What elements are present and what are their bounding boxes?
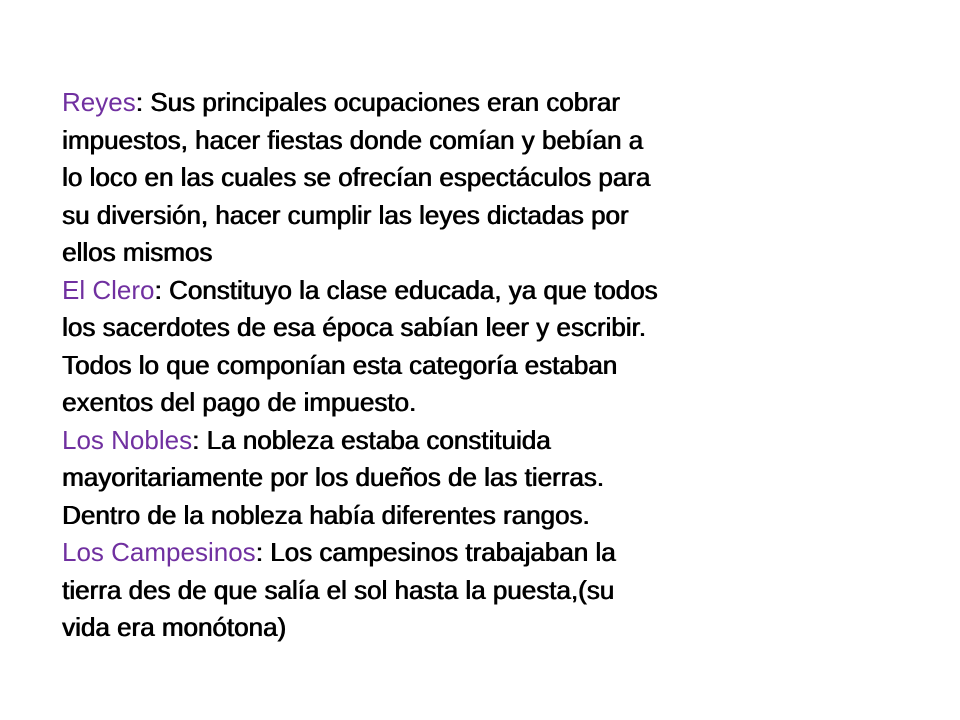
text-line: impuestos, hacer fiestas donde comían y bebían a <box>62 124 644 155</box>
section-los-campesinos <box>62 534 922 647</box>
text-line <box>62 534 922 572</box>
text-line: su diversión, hacer cumplir las leyes dictadas por <box>62 199 629 230</box>
section-reyes <box>62 84 922 272</box>
colon: : <box>135 87 151 117</box>
text-line: Todos lo que componían esta categoría estaban <box>62 349 618 380</box>
text-line: exentos del pago de impuesto. <box>62 387 417 417</box>
text-line: mayoritariamente por los dueños de las tierras. <box>62 462 604 492</box>
term-label: Reyes <box>62 87 136 117</box>
text-line: lo loco en las cuales se ofrecían espectáculos para <box>62 162 651 192</box>
text-body <box>62 84 922 647</box>
text-line <box>62 272 922 310</box>
term-label: El Clero <box>62 274 155 305</box>
line-text: La nobleza estaba constituida <box>206 424 551 455</box>
section-el-clero <box>62 272 922 422</box>
text-line: tierra des de que salía el sol hasta la puesta,(su <box>62 574 615 605</box>
text-line <box>62 84 922 122</box>
term-label: Los Nobles <box>62 424 193 455</box>
text-line: Dentro de la nobleza había diferentes rangos. <box>62 499 590 530</box>
section-los-nobles <box>62 422 922 535</box>
colon: : <box>192 424 207 455</box>
text-line: los sacerdotes de esa época sabían leer y escribir. <box>62 312 646 342</box>
line-text: Sus principales ocupaciones eran cobrar <box>150 87 620 117</box>
text-line: ellos mismos <box>62 237 213 267</box>
term-label: Los Campesinos <box>62 537 256 567</box>
text-line <box>62 422 922 460</box>
text-line: vida era monótona) <box>62 612 287 642</box>
colon: : <box>154 274 169 305</box>
line-text: Los campesinos trabajaban la <box>270 537 616 567</box>
colon: : <box>255 537 271 567</box>
line-text: Constituyo la clase educada, ya que todos <box>168 274 658 305</box>
